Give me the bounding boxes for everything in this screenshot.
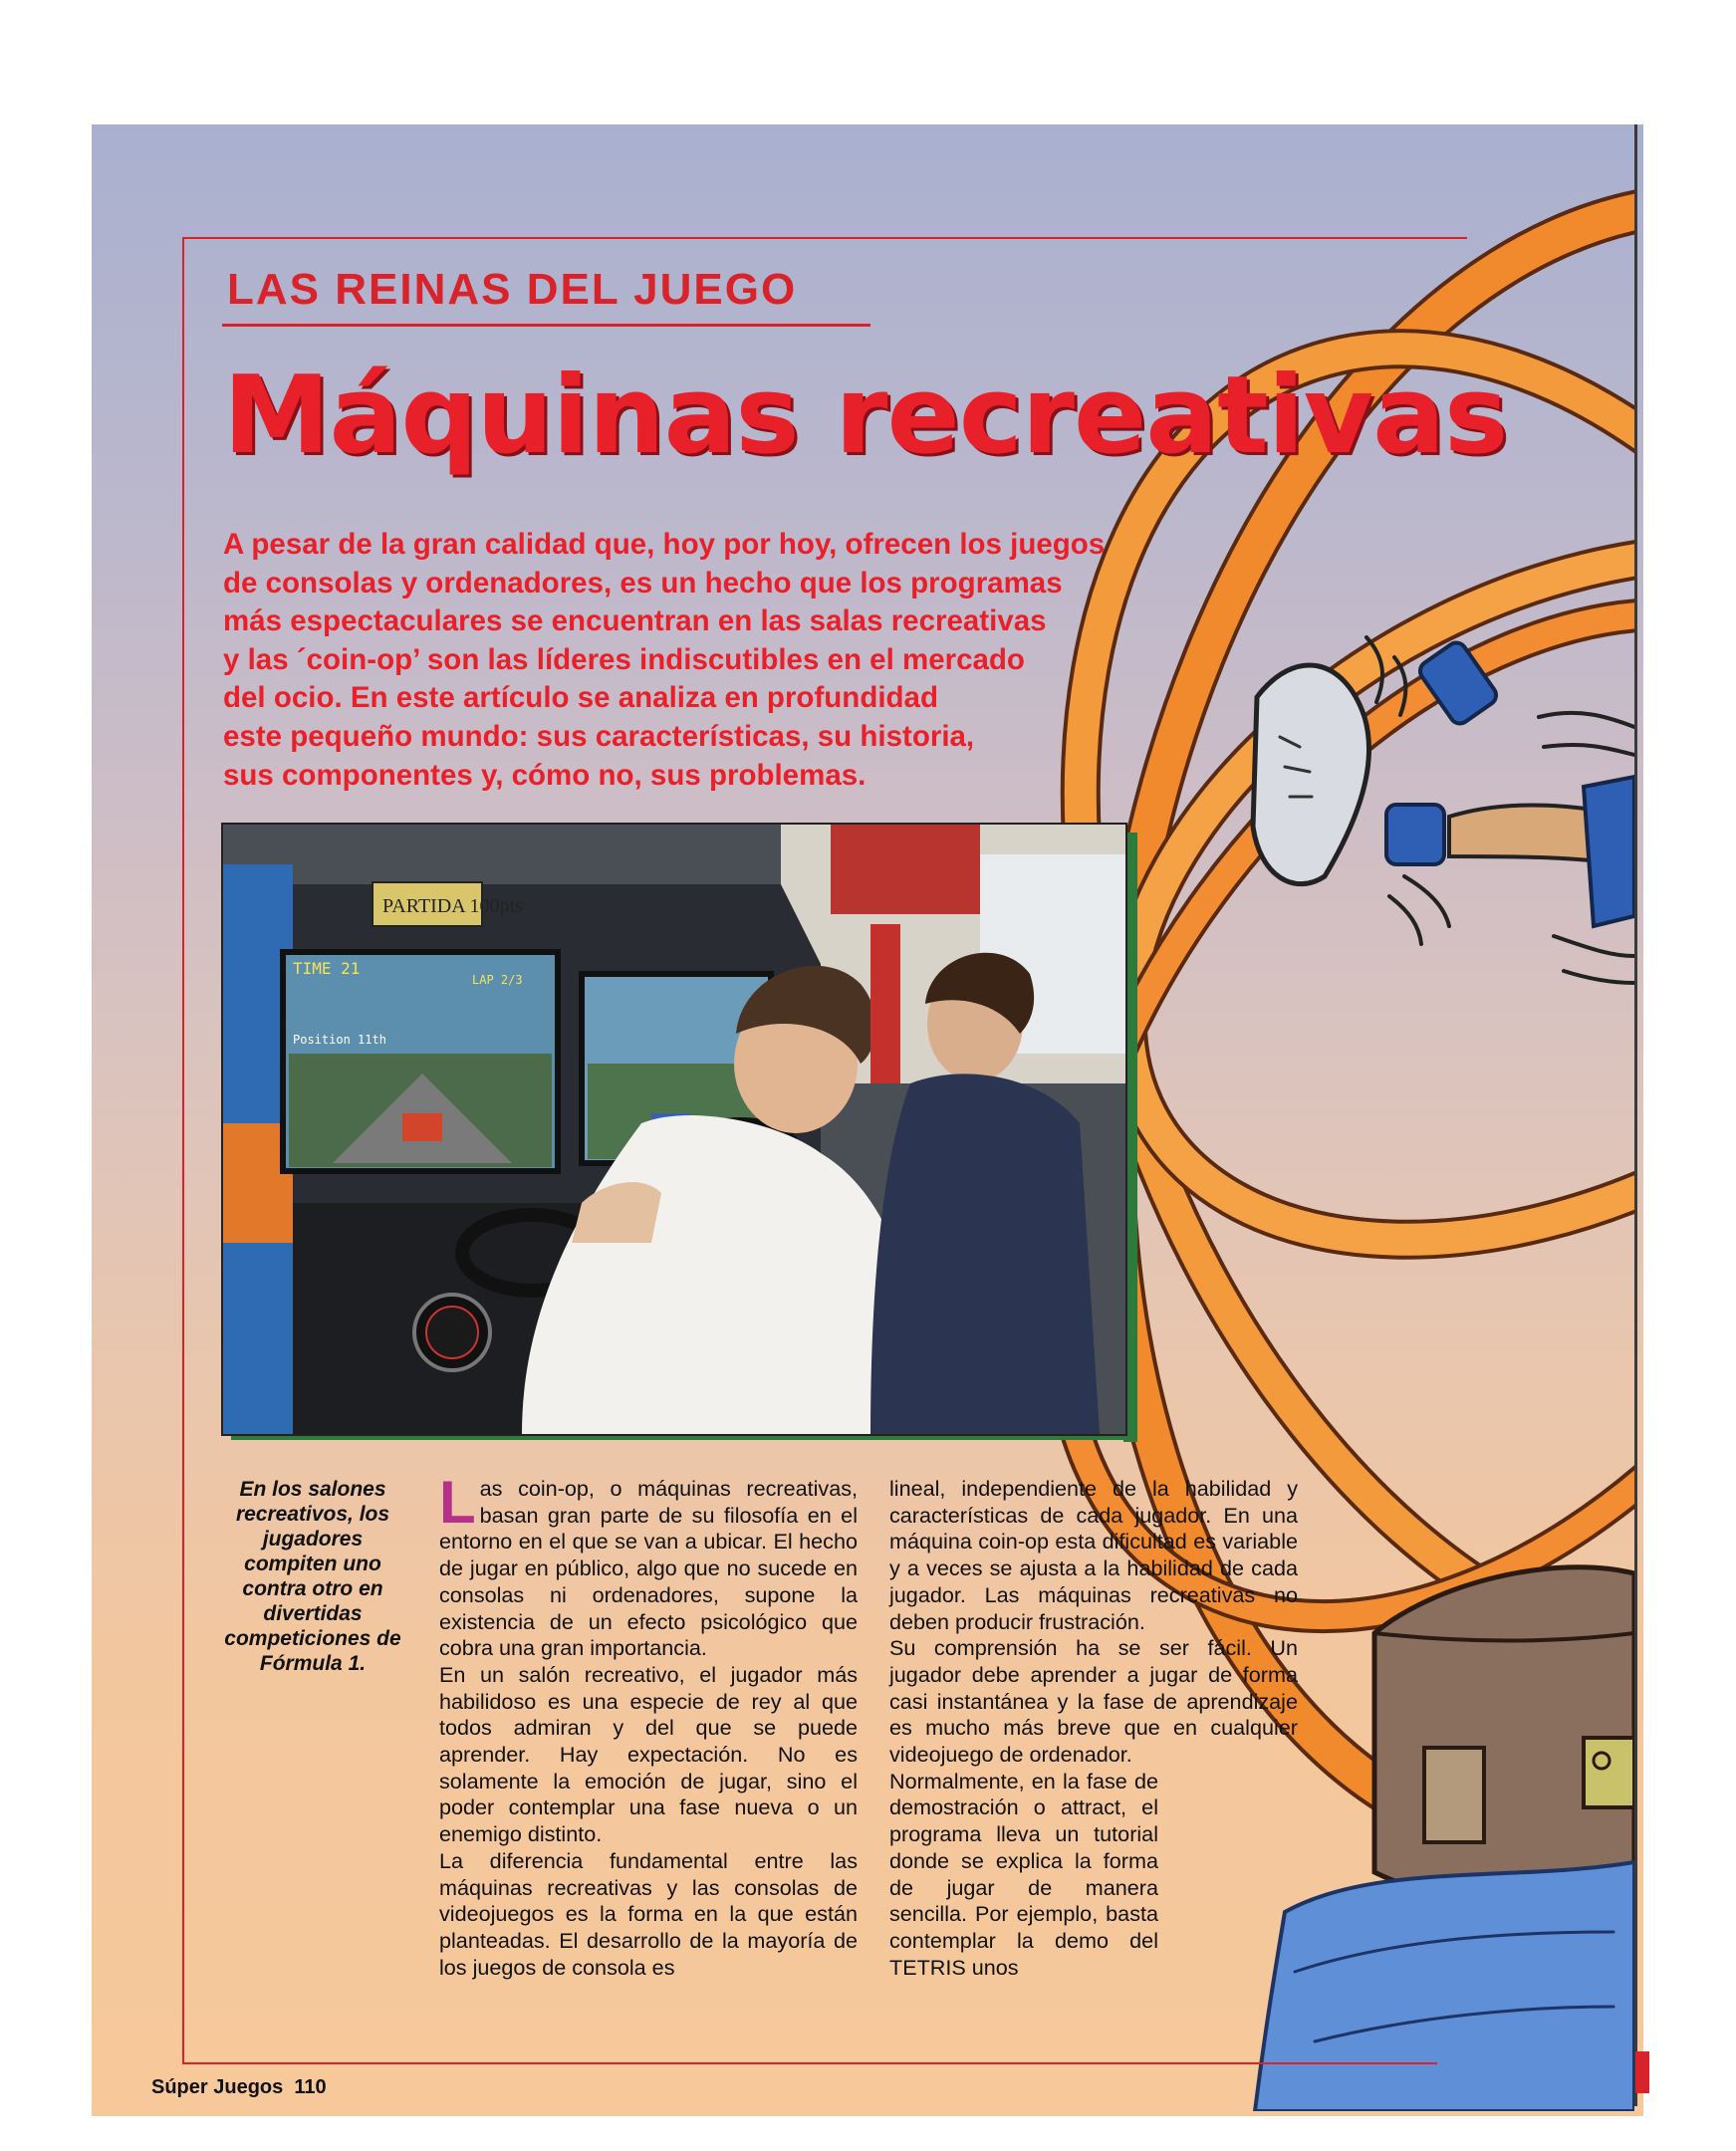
body-paragraph: En un salón recreativo, el jugador más habilidoso es una especie de rey al que todos admiran y del que se puede aprender. Hay expectación. No es solamente la emoción de jugar, sino el poder contemplar una fase nueva o un enemigo distinto. — [439, 1661, 858, 1847]
body-paragraph: lineal, independiente de la habilidad y características de cada jugador. En una máquina coin-op esta dificultad es variable y a veces se ajusta a la habilidad de cada jugador. Las máquinas recreativas no deben producir frustración. — [889, 1476, 1298, 1634]
page-footer — [151, 2076, 327, 2099]
body-paragraph: Normalmente, en la fase de demostración o attract, el programa lleva un tutorial donde se explica la forma de jugar de manera sencilla. Por ejemplo, basta contemplar la demo del TETRIS unos — [889, 1768, 1158, 1980]
page-number: 110 — [294, 2076, 327, 2098]
body-paragraph: Las coin-op, o máquinas recreativas, basan gran parte de su filosofía en el entorno en el que se van a ubicar. El hecho de jugar en público, algo que no sucede en consolas ni ordenadores, supone la existencia de un efecto psicológico que cobra una gran importancia. — [439, 1469, 858, 1661]
screen-time-label: TIME 21 — [293, 959, 361, 978]
section-rule — [222, 324, 870, 327]
intro-line: sus componentes y, cómo no, sus problemas. — [223, 758, 867, 792]
magazine-name: Súper Juegos — [151, 2076, 284, 2098]
screen-position-label: Position 11th — [293, 1033, 386, 1047]
arcade-photo — [221, 823, 1127, 1436]
photo-caption: En los salones recreativos, los jugadores compiten uno contra otro en divertidas competiciones de Fórmula 1. — [224, 1478, 401, 1675]
intro-paragraph — [223, 526, 1110, 795]
price-sign: PARTIDA 100pts — [382, 895, 523, 917]
page-title: Máquinas recreativas — [223, 354, 1508, 478]
body-paragraph: La diferencia fundamental entre las máquinas recreativas y las consolas de videojuegos es la forma en la que están planteadas. El desarrollo de la mayoría de los juegos de consola es — [439, 1847, 858, 1980]
body-column-1 — [439, 1469, 858, 1981]
page-edge — [1634, 124, 1637, 2106]
section-header: LAS REINAS DEL JUEGO — [227, 265, 798, 314]
body-column-2 — [889, 1476, 1298, 1981]
intro-line: A pesar de la gran calidad que, hoy por hoy, ofrecen los juegos — [223, 528, 1106, 561]
red-frame-bottom — [182, 2062, 1437, 2064]
intro-line: y las ´coin-op’ son las líderes indiscutibles en el mercado — [223, 642, 1025, 676]
red-corner-mark — [1635, 2051, 1649, 2093]
body-paragraph: Su comprensión ha se ser fácil. Un jugador debe aprender a jugar de forma casi instantánea y la fase de aprendizaje es mucho más breve que en cualquier videojuego de ordenador. — [889, 1635, 1298, 1768]
red-frame-left — [182, 237, 184, 2064]
intro-line: del ocio. En este artículo se analiza en profundidad — [223, 681, 938, 715]
intro-line: este pequeño mundo: sus características, su historia, — [223, 719, 975, 753]
drop-cap: L — [439, 1469, 476, 1536]
screen-lap-label: LAP 2/3 — [472, 973, 523, 987]
red-frame-top — [182, 237, 1467, 239]
intro-line: más espectaculares se encuentran en las salas recreativas — [223, 604, 1047, 638]
intro-line: de consolas y ordenadores, es un hecho que los programas — [223, 566, 1063, 599]
